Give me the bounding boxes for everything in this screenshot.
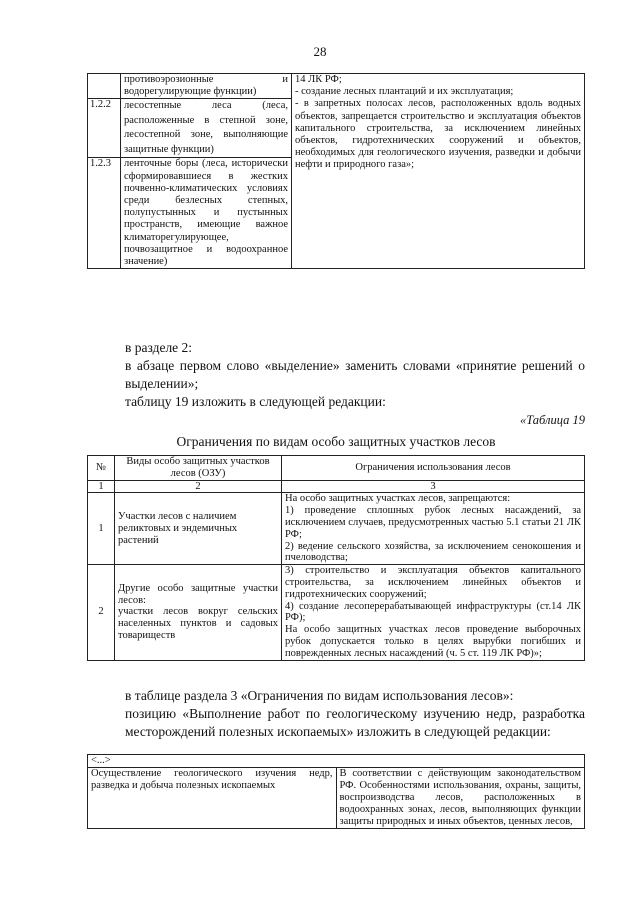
use-kind: Осуществление геологического изучения недр, разведка и добыча полезных ископаемых bbox=[88, 768, 337, 829]
amendment-paragraph: в абзаце первом слово «выделение» заменить словами «принятие решений о выделении»; bbox=[125, 358, 585, 391]
forest-kind: противоэрозионные и водорегулирующие функции) bbox=[121, 74, 292, 99]
header-number: № bbox=[88, 456, 115, 481]
table-row bbox=[88, 768, 585, 829]
ellipsis-row bbox=[88, 755, 585, 768]
restriction-text: 3) строительство и эксплуатация объектов капитального строительства, за исключением линейных объектов и гидротехнических сооружений; 4) создание лесоперерабатывающей инфраструктуры (ст.14 ЛК РФ); На особо защитных участках лесов проведение выборочных рубок допускается только в целях вырубки погибших и поврежденных лесных насаждений (ч. 5 ст. 119 ЛК РФ)»; bbox=[282, 565, 585, 660]
table-row bbox=[88, 565, 585, 660]
forest-kind: Участки лесов с наличием реликтовых и эндемичных растений bbox=[115, 493, 282, 565]
column-number: 1 bbox=[88, 480, 115, 493]
row-number: 1 bbox=[88, 493, 115, 565]
header-kind: Виды особо защитных участков лесов (ОЗУ) bbox=[115, 456, 282, 481]
restriction-text: На особо защитных участках лесов, запрещаются: 1) проведение сплошных рубок лесных насаждений, за исключением случаев, предусмотренных частью 5.1 статьи 21 ЛК РФ; 2) ведение сельского хозяйства, за исключением сенокошения и пчеловодства; bbox=[282, 493, 585, 565]
column-number: 3 bbox=[282, 480, 585, 493]
restriction-text: В соответствии с действующим законодательством РФ. Особенностями использования, охраны, защиты, воспроизводства лесов, расположенных в водоохранных зонах, лесов, выполняющих функции защиты природных и иных объектов, ценных лесов, bbox=[336, 768, 585, 829]
row-number: 2 bbox=[88, 565, 115, 660]
header-restriction: Ограничения использования лесов bbox=[282, 456, 585, 481]
table-title: Ограничения по видам особо защитных участков лесов bbox=[176, 434, 496, 449]
table-row bbox=[88, 74, 585, 99]
amendment-text-block bbox=[87, 339, 585, 451]
row-number: 1.2.2 bbox=[88, 99, 121, 158]
table-row bbox=[88, 493, 585, 565]
page-number: 28 bbox=[313, 44, 327, 59]
table-section-3 bbox=[87, 754, 585, 829]
amendment-paragraph: таблицу 19 изложить в следующей редакции: bbox=[125, 394, 386, 409]
row-number: 1.2.3 bbox=[88, 158, 121, 269]
forest-kind: Другие особо защитные участки лесов: участки лесов вокруг сельских населенных пунктов и садовых товариществ bbox=[115, 565, 282, 660]
column-number-row bbox=[88, 480, 585, 493]
restriction-text: 14 ЛК РФ; - создание лесных плантаций и их эксплуатация; - в запретных полосах лесов, расположенных вдоль водных объектов, запрещается строительство и эксплуатация объектов капитального строительства, за исключением линейных объектов, гидротехнических сооружений и объектов, необходимых для геологического изучения, разведки и добычи нефти и природного газа»; bbox=[292, 74, 585, 269]
amendment-text-block-2 bbox=[87, 687, 585, 741]
forest-kind: ленточные боры (леса, исторически сформировавшиеся в жестких почвенно-климатических условиях среди безлесных степных, полупустынных и пустынных пространств, имеющие важное климаторегулирующее, почвозащитное и водоохранное значение) bbox=[121, 158, 292, 269]
column-number: 2 bbox=[115, 480, 282, 493]
row-number bbox=[88, 74, 121, 99]
table-19 bbox=[87, 455, 585, 661]
continued-table bbox=[87, 73, 585, 269]
forest-kind: лесостепные леса (леса, расположенные в степной зоне, лесостепной зоне, выполняющие защитные функции) bbox=[121, 99, 292, 158]
amendment-paragraph: позицию «Выполнение работ по геологическому изучению недр, разработка месторождений полезных ископаемых» изложить в следующей редакции: bbox=[125, 706, 585, 739]
amendment-paragraph: в таблице раздела 3 «Ограничения по видам использования лесов»: bbox=[125, 688, 514, 703]
table-header-row bbox=[88, 456, 585, 481]
ellipsis-cell: <...> bbox=[88, 755, 585, 768]
section-reference: в разделе 2: bbox=[125, 340, 193, 355]
table-label: «Таблица 19 bbox=[520, 413, 585, 427]
